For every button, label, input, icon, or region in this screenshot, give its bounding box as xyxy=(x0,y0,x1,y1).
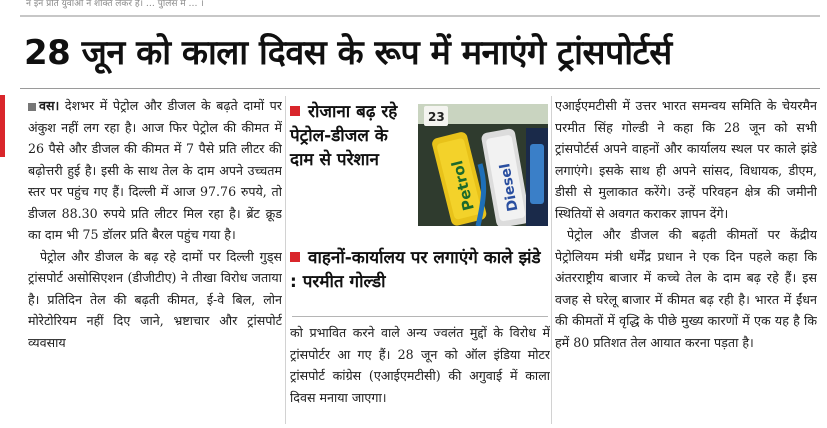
fuel-pump-photo xyxy=(418,104,548,226)
article-paragraph: को प्रभावित करने वाले अन्य ज्वलंत मुद्दों के विरोध में ट्रांसपोर्टर आ गए हैं। 28 जून को ऑल इंडिया मोटर ट्रांसपोर्ट कांग्रेस (एआईएमटीसी) की अगुवाई में काला दिवस मनाया जाएगा। xyxy=(290,325,550,405)
previous-article-fragment: न इन प्रति युवाओं ने शक्ति लेकर है। … पुलिस में … । xyxy=(26,0,204,9)
article-column-3 xyxy=(555,95,817,425)
bullet-square-icon xyxy=(290,252,300,262)
callout-divider xyxy=(292,316,548,317)
nozzle-label-petrol: Petrol xyxy=(448,158,478,213)
headline-divider xyxy=(20,88,820,89)
highlight-callout: रोजाना बढ़ रहे पेट्रोल-डीजल के दाम से परेशान xyxy=(290,102,398,170)
article-paragraph: एआईएमटीसी में उत्तर भारत समन्वय समिति के चेयरमैन परमीत सिंह गोल्डी ने कहा कि 28 जून को सभी ट्रांसपोर्टर्स अपने वाहनों और कार्यालय स्थल पर काले झंडे लगाएंगे। इसके साथ ही अपने सांसद, विधायक, डीएम, डीसी से मुलाकात करेंगे। उन्हें परिवहन क्षेत्र की जमीनी स्थितियों से अवगत कराकर ज्ञापन देंगे। xyxy=(555,98,817,221)
dateline-marker-icon xyxy=(28,103,36,111)
pump-number: 23 xyxy=(428,110,445,124)
article-paragraph: वस। देशभर में पेट्रोल और डीजल के बढ़ते दामों पर अंकुश नहीं लग रहा है। आज फिर पेट्रोल की कीमत में 26 पैसे और डीजल की कीमत में 7 पैसे प्रति लीटर की बढ़ोत्तरी हुई है। इसी के साथ तेल के दाम अपने उच्चतम स्तर पर पहुंच गए हैं। दिल्ली में आज 97.76 रुपये, तो डीजल 88.30 रुपये प्रति लीटर मिल रहा है। ब्रेंट क्रूड का दाम भी 75 डॉलर प्रति बैरल पहुंच गया है। xyxy=(28,98,282,242)
nozzle-label-diesel: Diesel xyxy=(497,162,522,213)
article-paragraph: पेट्रोल और डीजल की बढ़ती कीमतों पर केंद्रीय पेट्रोलियम मंत्री धर्मेंद्र प्रधान ने एक दिन पहले कहा कि अंतरराष्ट्रीय बाजार में कच्चे तेल के दाम बढ़ रहे हैं। इस वजह से घरेलू बाजार में कीमत बढ़ रही है। भारत में ईंधन की कीमतों में वृद्धि के पीछे मुख्य कारणों में एक यह है कि हमें 80 प्रतिशत तेल आयात करना पड़ता है। xyxy=(555,227,817,350)
article-paragraph: पेट्रोल और डीजल के बढ़ रहे दामों पर दिल्ली गुड्स ट्रांसपोर्ट असोसिएशन (डीजीटीए) ने तीखा विरोध जताया है। प्रतिदिन तेल की बढ़ती कीमत, ई-वे बिल, लोन मोरेटोरियम नहीं दिए जाने, भ्रष्टाचार और ट्रांसपोर्ट व्यवसाय xyxy=(28,248,282,350)
bullet-square-icon xyxy=(290,106,300,116)
left-margin-strip xyxy=(0,95,5,157)
top-divider xyxy=(20,15,820,17)
dateline: वस। xyxy=(39,98,60,113)
column-divider xyxy=(285,96,286,424)
article-headline: 28 जून को काला दिवस के रूप में मनाएंगे ट्रांसपोर्टर्स xyxy=(24,33,672,73)
column-divider xyxy=(551,96,552,424)
highlight-callout: वाहनों-कार्यालय पर लगाएंगे काले झंडे : परमीत गोल्डी xyxy=(290,248,541,292)
article-column-2 xyxy=(290,322,550,426)
article-column-1 xyxy=(28,95,282,425)
